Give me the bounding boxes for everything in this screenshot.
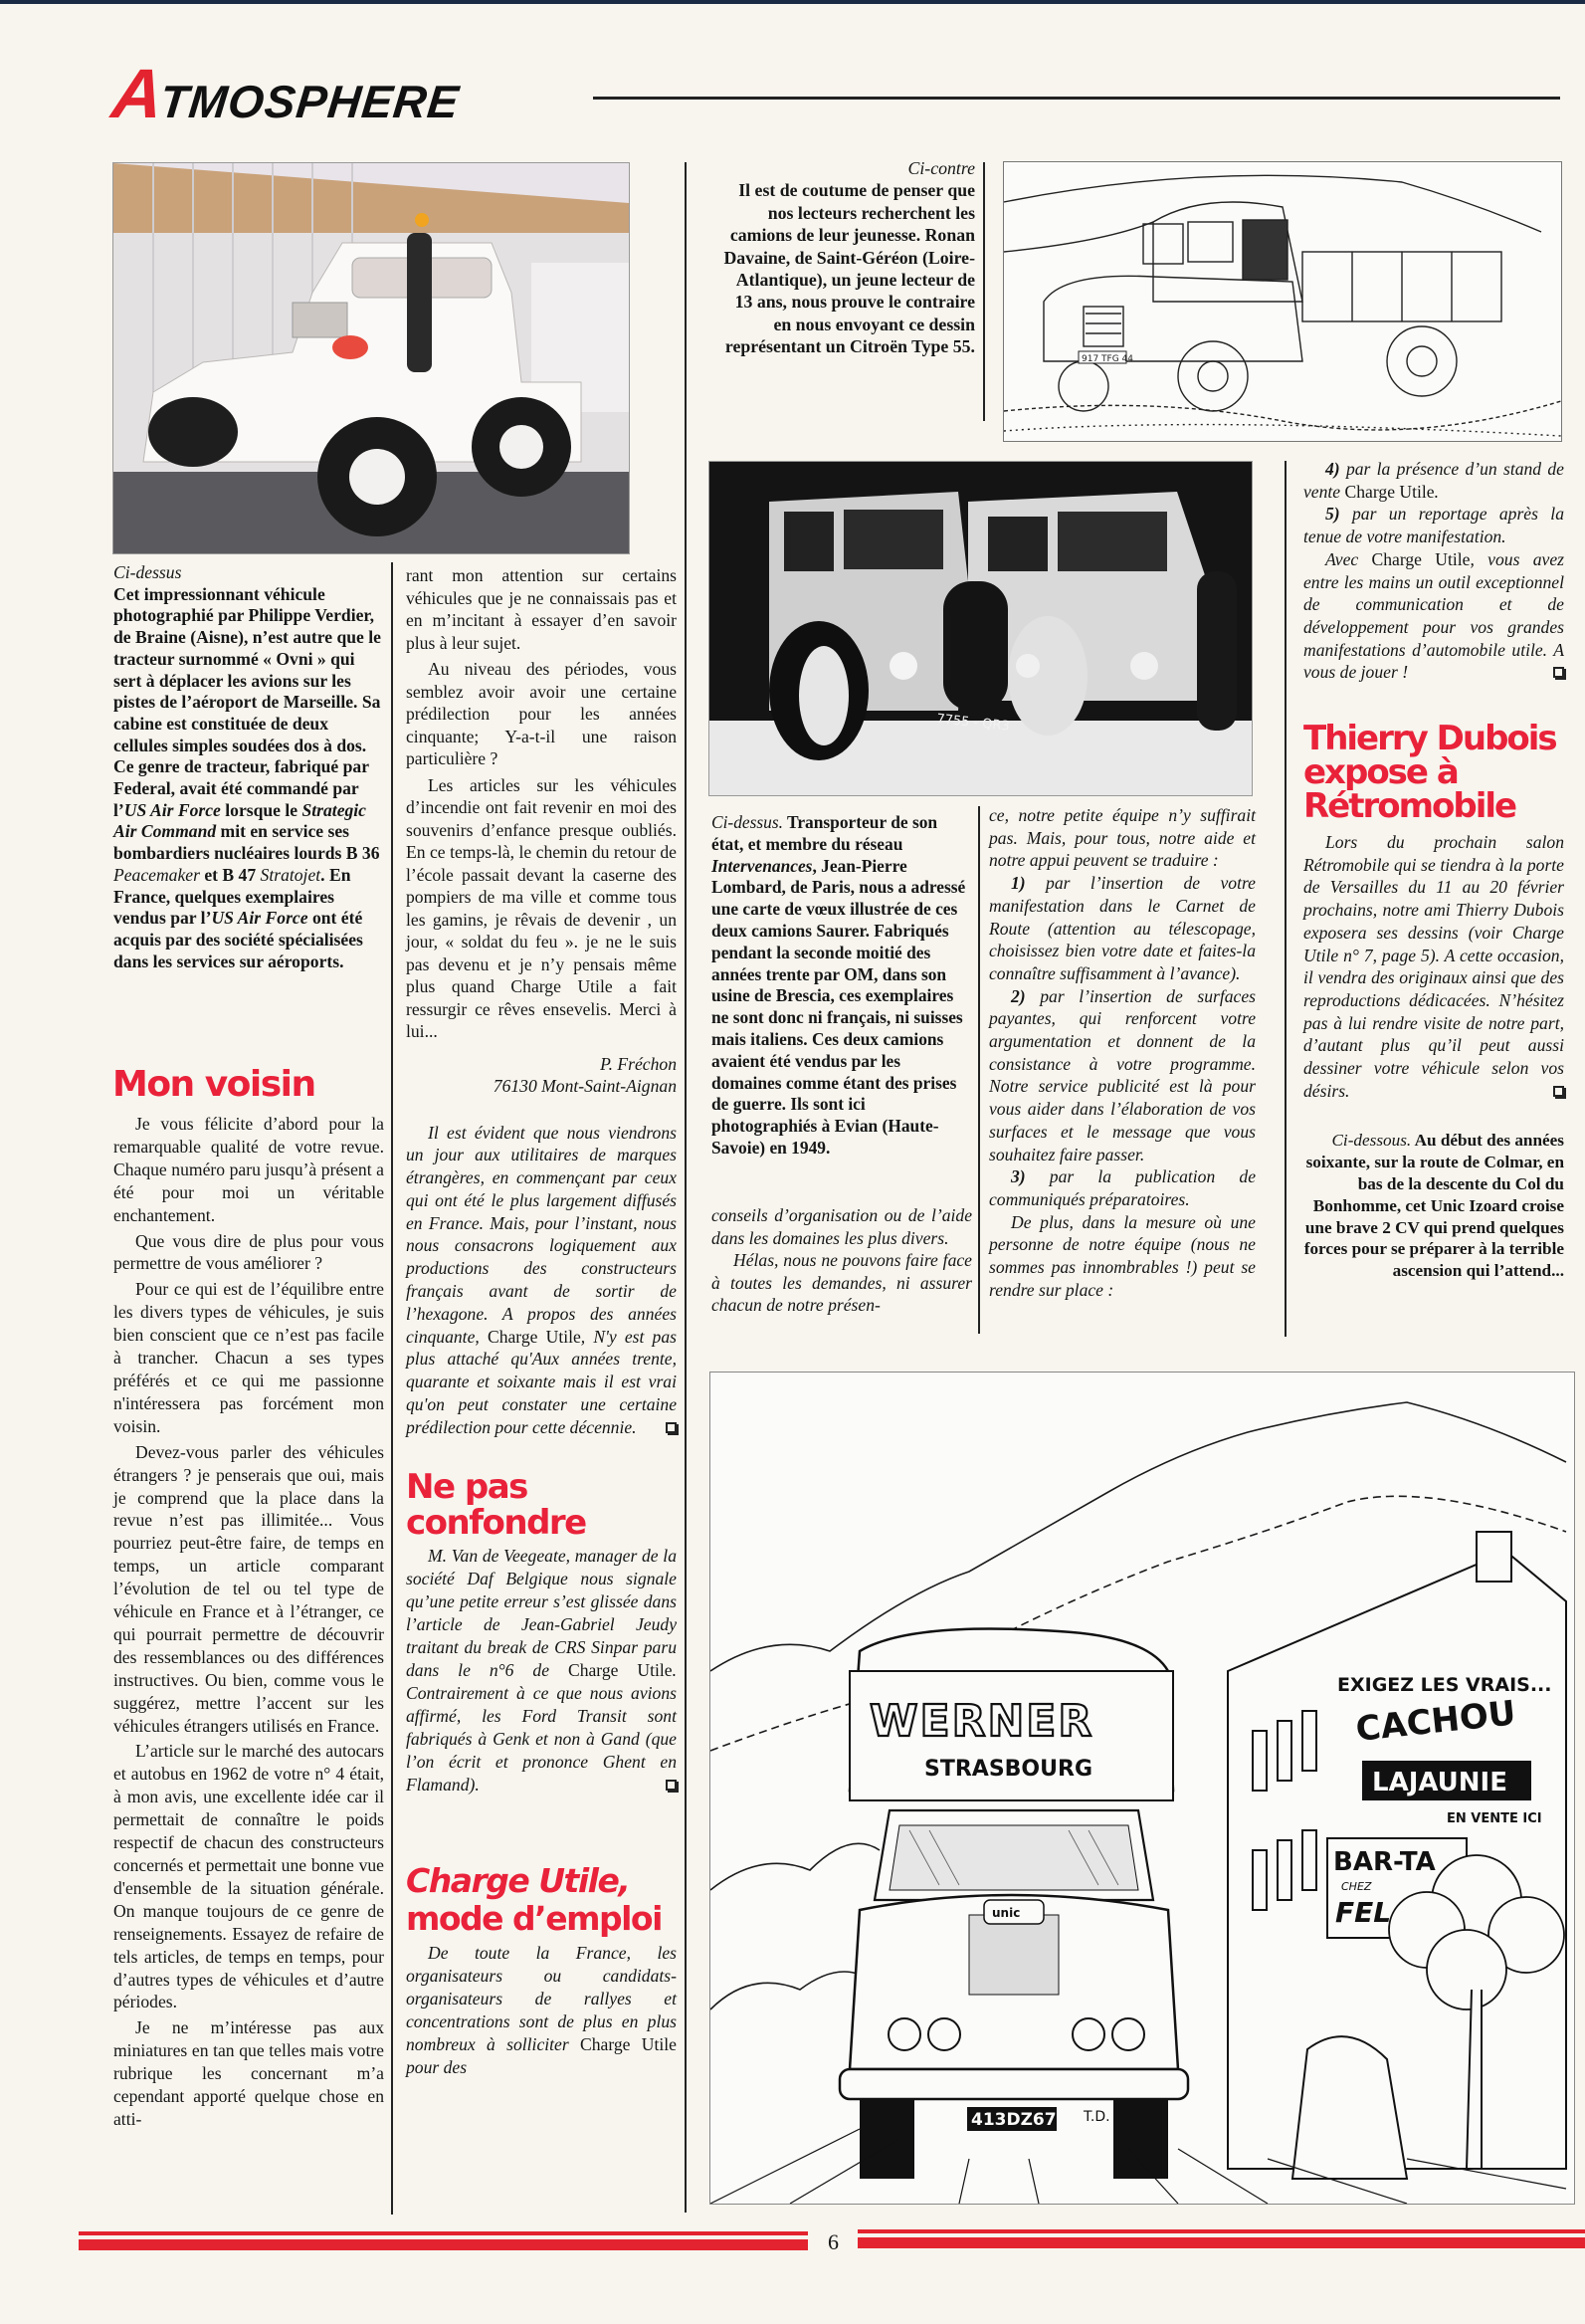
column-divider (983, 162, 985, 421)
truck-plate: 413DZ67 (971, 2110, 1057, 2130)
mode-emploi-item: 2) par l’insertion de surfaces payantes, qui renforcent votre argumentation et donnent de la consistance à votre programme. Notre service publicité est là pour vous aider dans l’élaboration de vos surfaces et le message que vous souhaitez faire passer. (989, 985, 1256, 1164)
mode-emploi-column-b (711, 1204, 972, 1317)
caption-ovni (113, 562, 384, 972)
unic-drawing-illustration (710, 1373, 1574, 2204)
section-title-rest: TMOSPHERE (156, 76, 462, 127)
caption-ovni-label: Ci-dessus (113, 562, 182, 582)
end-mark-icon (666, 1780, 677, 1791)
caption-citroen-label: Ci-contre (907, 158, 975, 178)
citroen-drawing-illustration (1004, 162, 1561, 441)
truck-name: WERNER (870, 1696, 1094, 1747)
mode-emploi-paragraph: Hélas, nous ne pouvons faire face à toutes les demandes, ni assurer chacun de notre présen- (711, 1250, 972, 1316)
bar-sign-chez: CHEZ (1341, 1880, 1372, 1893)
letter-paragraph: Je vous félicite d’abord pour la remarquable qualité de votre revue. Chaque numéro paru jusqu’à présent a été pour moi un véritable enchantement. (113, 1114, 384, 1225)
letter-paragraph: Pour ce qui est de l’équilibre entre les divers types de véhicules, je suis bien conscient que ce n’est pas facile à trancher. Chacun a ses types préférés et ce qui me passionne n'intéressera pas forcément mon voisin. (113, 1279, 384, 1436)
mode-emploi-outro: De plus, dans la mesure où une personne de notre équipe (nous ne sommes pas innombrables !) peut se rendre sur place : (989, 1211, 1256, 1300)
letter-paragraph: Au niveau des périodes, vous semblez avoir avoir une certaine prédilection pour les années cinquante; Y-a-t-il une raison particulière ? (406, 659, 677, 768)
headline-mon-voisin: Mon voisin (112, 1064, 315, 1105)
mode-emploi-item: 1) par l’insertion de votre manifestation dans le Carnet de Route (attention au télescopage, choisissez bien votre date et faites-la connaître suffisamment à l’avance). (989, 873, 1256, 983)
letter-paragraph: rant mon attention sur certains véhicules que je ne connaissais pas et en m’incitant à essayer d’en savoir plus à leur sujet. (406, 565, 677, 653)
end-mark-icon (666, 1422, 677, 1433)
letter-paragraph: Je ne m’intéresse pas aux miniatures en tan que telles mais votre rubrique les concernant m’a cependant apporté quelque chose en atti- (113, 2017, 384, 2129)
headline-thierry-dubois: Thierry Dubois expose à Rétromobile (1303, 719, 1556, 827)
end-mark-icon (1553, 667, 1564, 678)
headline-ne-pas-confondre: Ne pas confondre (406, 1466, 586, 1543)
section-title-initial: A (107, 55, 168, 132)
right-column (1303, 458, 1564, 1282)
footer-rule-thin-right (858, 2229, 1585, 2233)
citroen-plate: 917 TFG 44 (1082, 354, 1134, 364)
footer-rule-thick-left (79, 2239, 808, 2250)
mode-emploi-text-a: De toute la France, les organisateurs ou candidats-organisateurs de rallyes et concentrations sont de plus en plus nombreux à solliciter Charge Utile pour des (406, 1942, 677, 2077)
page-number: 6 (828, 2229, 839, 2254)
mode-emploi-item: 3) par la publication de communiqués préparatoires. (989, 1166, 1256, 1209)
bar-sign: BAR-TA (1333, 1847, 1436, 1877)
ovni-tractor-illustration (113, 163, 629, 553)
title-rule (593, 97, 1560, 100)
wall-ad-line4: EN VENTE ICI (1447, 1811, 1542, 1826)
column-divider (685, 162, 687, 2213)
mode-emploi-closing: Avec Charge Utile, vous avez entre les mains un outil exceptionnel de communication et de développement pour vos grandes manifestations d’automobile utile. A vous de jouer ! (1303, 548, 1564, 683)
drawing-unic-izoard (709, 1372, 1575, 2205)
end-mark-icon (1553, 1086, 1564, 1097)
photo-ovni-tractor (112, 162, 630, 554)
saurer-plate: 7755 - QR3 (935, 712, 1011, 735)
footer-rule-thin-left (79, 2231, 808, 2235)
letter-paragraph: Que vous dire de plus pour vous permettre de vous améliorer ? (113, 1230, 384, 1274)
headline-charge-utile-mode-emploi: Charge Utile, mode d’emploi (406, 1860, 662, 1938)
saurer-trucks-illustration (709, 462, 1252, 795)
wall-ad-line1: EXIGEZ LES VRAIS... (1337, 1674, 1552, 1696)
ne-pas-confondre-text: M. Van de Veegeate, manager de la société Daf Belgique nous signale qu’une petite erreur s’est glissée dans l’article de Jean-Gabriel Jeudy traitant du break de CRS Sinpar paru dans le n°6 de Charge Utile. Contrairement à ce que nous avions affirmé, les Ford Transit sont fabriqués à Genk et non à Gand (que l’on écrit et prononce Ghent en Flamand). (406, 1545, 677, 1795)
photo-saurer-trucks (708, 461, 1253, 796)
truck-badge: unic (992, 1906, 1021, 1920)
bar-sign-fel: FEL (1335, 1896, 1392, 1929)
top-edge-bar (0, 0, 1585, 4)
letter-column-1 (113, 1113, 384, 2131)
drawing-citroen-type55 (1003, 161, 1562, 442)
mode-emploi-item: 5) par un reportage après la tenue de votre manifestation. (1303, 504, 1564, 547)
column-divider (978, 806, 980, 1334)
letter-column-2 (406, 564, 677, 2079)
mode-emploi-item: 4) par la présence d’un stand de vente Charge Utile. (1303, 459, 1564, 502)
letter-signature-place: 76130 Mont-Saint-Aignan (493, 1076, 677, 1096)
caption-citroen-text: Il est de coutume de penser que nos lecteurs recherchent les camions de leur jeunesse. Ronan Davaine, de Saint-Géréon (Loire-Atlantique), un jeune lecteur de 13 ans, nous prouve le contraire en nous envoyant ce dessin représentant un Citroën Type 55. (723, 180, 975, 357)
caption-ovni-text: Cet impressionnant véhicule photographié par Philippe Verdier, de Braine (Aisne), n’est autre que le tracteur surnommé « Ovni » qui sert à déplacer les avions sur les pistes de l’aéroport de Marseille. Sa cabine est constituée de deux cellules simples soudées dos à dos. Ce genre de tracteur, fabriqué par Federal, avait été commandé par l’US Air Force lorsque le Strategic Air Command mit en service ses bombardiers nucléaires lourds B 36 Peacemaker et B 47 Stratojet. En France, quelques exemplaires vendus par l’US Air Force ont été acquis par des société spécialisées dans les services sur aéroports. (113, 583, 381, 971)
letter-paragraph: Les articles sur les véhicules d’incendie ont fait revenir en moi des souvenirs d’enfance presque oubliés. En ce temps-là, le chemin du retour de l’école passait devant la caserne des pompiers de ma ville et comme tous les gamins, je rêvais de devenir , un jour, « soldat du feu ». je ne le suis pas devenu et je n’y pensais même plus quand Charge Utile a fait ressurgir ce rêves ensevelis. Merci à lui... (406, 774, 677, 1041)
caption-citroen (714, 157, 975, 358)
wall-ad-line2: CACHOU (1353, 1693, 1518, 1750)
editorial-reply: Il est évident que nous viendrons un jour aux utilitaires de marques étrangères, en commençant par ceux qui ont été le plus largement diffusés en France. Mais, pour l’instant, nous nous consacrons logiquement aux productions des constructeurs français avant de sortir de l’hexagone. A propos des années cinquante, Charge Utile, N'y est pas plus attaché qu'Aux années trente, quarante et soixante mais il est vrai qu'on peut constater une certaine prédilection pour cette décennie. (406, 1122, 677, 1437)
footer-rule-thick-right (858, 2237, 1585, 2248)
wall-ad-line3: LAJAUNIE (1372, 1768, 1507, 1797)
mode-emploi-column-c (989, 804, 1256, 1301)
retromobile-text: Lors du prochain salon Rétromobile qui se tiendra à la porte de Versailles du 11 au 20 février prochains, notre ami Thierry Dubois exposera ses dessins (voir Charge Utile n° 7, page 5). A cette occasion, il vendra des originaux ainsi que des reproductions dédicacées. N’hésitez pas à lui rendre visite de notre part, d’autant plus qu’il peut aussi dessiner votre véhicule selon vos désirs. (1303, 832, 1564, 1101)
truck-city: STRASBOURG (924, 1757, 1092, 1782)
caption-unic: Ci-dessous. Au début des années soixante, sur la route de Colmar, en bas de la descente du Col du Bonhomme, cet Unic Izoard croise une brave 2 CV qui prend quelques forces pour se préparer à la terrible ascension qui l’attend... (1303, 1131, 1564, 1281)
letter-paragraph: L’article sur le marché des autocars et autobus en 1962 de votre n° 4 était, à mon avis, une excellente idée car il permettait de connaître le poids respectif de chacun des constructeurs concernés et permettait une bonne vue d'ensemble de la situation générale. On manque toujours de ce genre de renseignements. Essayez de refaire de tels articles, de temps en temps, pour d’autres types de véhicules et d’autre périodes. (113, 1741, 384, 2012)
letter-paragraph: Devez-vous parler des véhicules étrangers ? je penserais que oui, mais je comprend que la place dans la revue n’est pas illimitée... Vous pourriez peut-être faire, de temps en temps, un article comparant l’évolution de tel ou tel type de véhicule en France et à l’étranger, ce qui pourrait permettre de découvrir des ressemblances ou des différences instructives. Ou bien, comme vous le suggérez, mettre l’accent sur les véhicules étrangers utilisés en France. (113, 1441, 384, 1736)
artist-initials: T.D. (1084, 2109, 1110, 2125)
section-title (107, 55, 462, 132)
mode-emploi-intro: ce, notre petite équipe n’y suffirait pas. Mais, pour tous, notre aide et notre appui peuvent se traduire : (989, 805, 1256, 871)
mode-emploi-paragraph: conseils d’organisation ou de l’aide dans les domaines les plus divers. (711, 1205, 972, 1248)
letter-signature-name: P. Fréchon (600, 1053, 677, 1074)
caption-saurer: Ci-dessus. Transporteur de son état, et membre du réseau Intervenances, Jean-Pierre Lombard, de Paris, nous a adressé une carte de vœux illustrée de ces deux camions Saurer. Fabriqués pendant la seconde moitié des années trente par OM, dans son usine de Brescia, ces exemplaires ne sont donc ni français, ni suisses mais italiens. Ces deux camions avaient été vendus par les domaines comme étant des prises de guerre. Ils sont ici photographiés à Evian (Haute-Savoie) en 1949. (711, 812, 966, 1158)
column-divider (1285, 461, 1287, 1337)
column-divider (391, 562, 393, 2215)
